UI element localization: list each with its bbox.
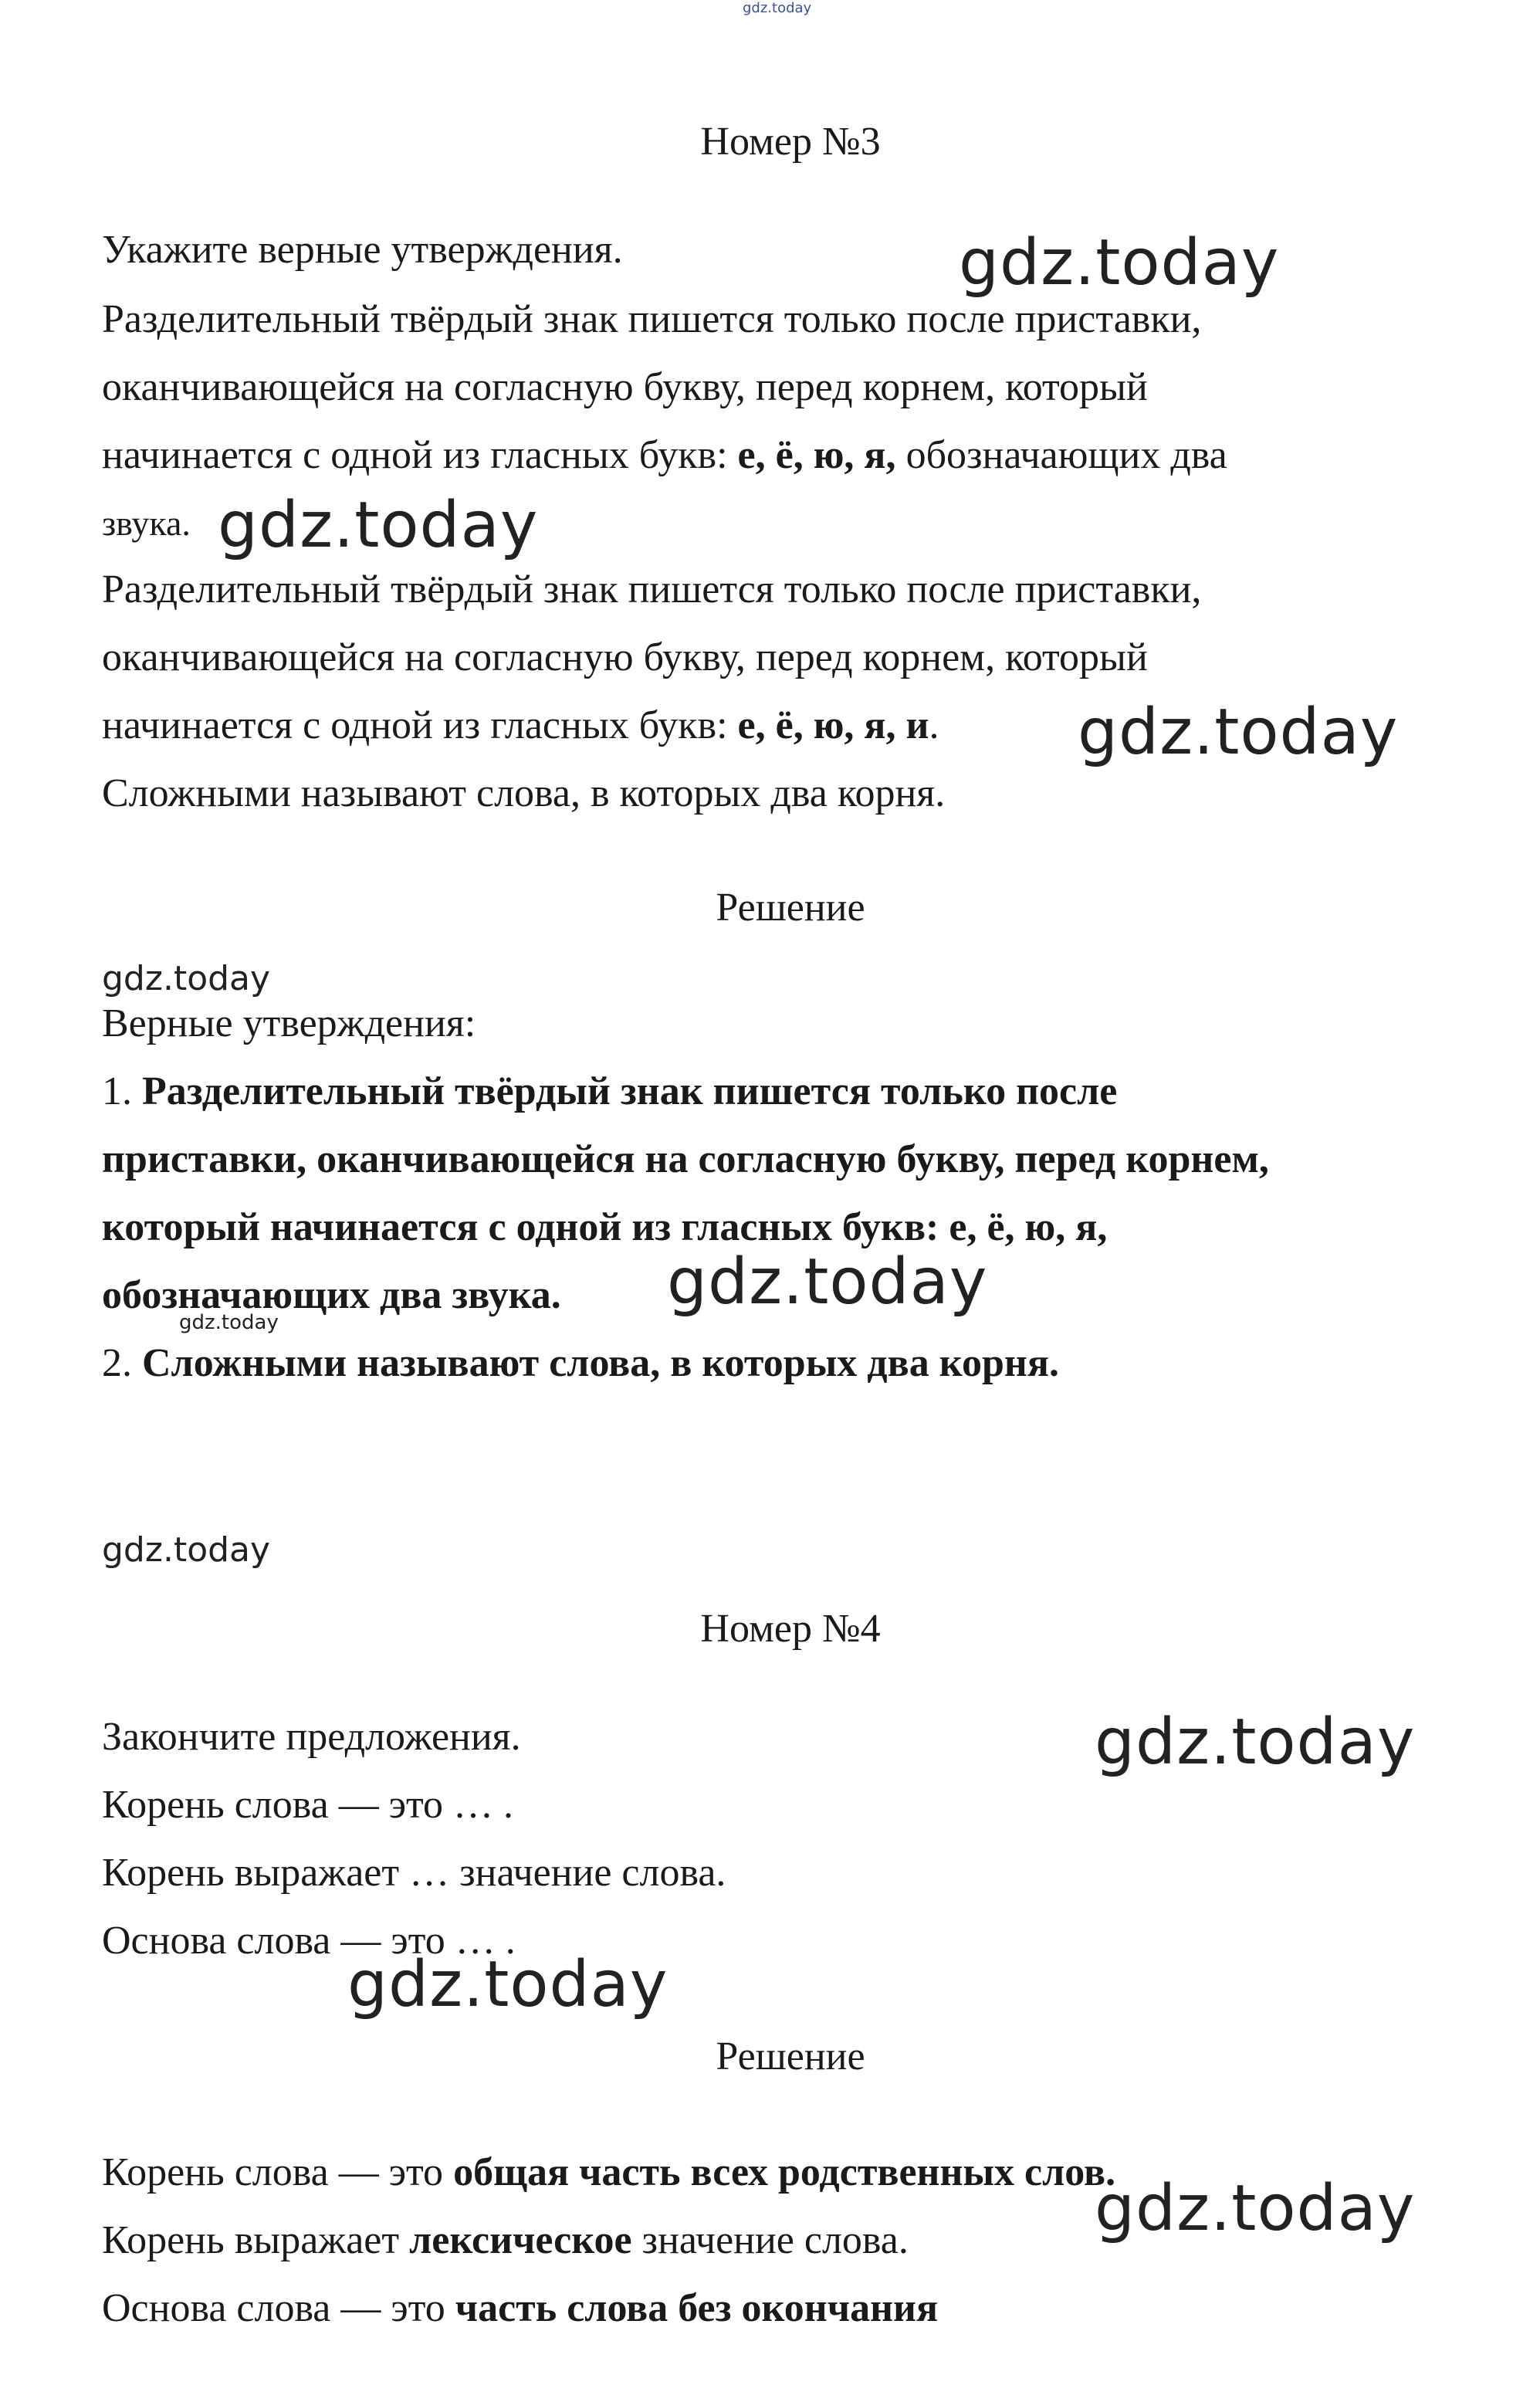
task4-answer2-tail: значение слова.: [631, 2218, 909, 2262]
task4-title: Номер №4: [700, 1607, 881, 1651]
task3-answer1-line4: [102, 1272, 561, 1319]
task4-question1: Корень слова — это … .: [102, 1783, 514, 1827]
task4-question2: Корень выражает … значение слова.: [102, 1851, 726, 1895]
watermark: gdz.today: [1078, 696, 1399, 769]
answer1-text: Разделительный твёрдый знак пишется только после: [142, 1069, 1118, 1113]
answer2-text: Сложными называют слова, в которых два корня.: [142, 1341, 1059, 1385]
option2-line3-text: начинается с одной из гласных букв:: [102, 703, 738, 747]
task4-answer2: [102, 2217, 909, 2264]
option1-line3-tail: обозначающих два: [895, 433, 1227, 477]
task4-answer2-text: Корень выражает: [102, 2218, 410, 2262]
task4-answer3: [102, 2285, 938, 2332]
watermark: gdz.today: [179, 1311, 279, 1334]
answer1-line3-text: который начинается с одной из гласных букв: е, ё, ю, я,: [102, 1205, 1108, 1249]
answer2-number: 2.: [102, 1341, 142, 1385]
task4-question3: Основа слова — это … .: [102, 1919, 516, 1963]
task3-option1-line4: звука.: [102, 503, 191, 543]
answer1-line2-text: приставки, оканчивающейся на согласную букву, перед корнем,: [102, 1137, 1269, 1181]
task4-prompt: Закончите предложения.: [102, 1715, 521, 1759]
option1-line3-text: начинается с одной из гласных букв:: [102, 433, 738, 477]
task4-solution-title: Решение: [716, 2034, 865, 2078]
task4-answer3-text: Основа слова — это: [102, 2286, 455, 2330]
task4-answer1: [102, 2150, 1115, 2196]
answer1-line4-text: обозначающих два звука.: [102, 1273, 561, 1317]
task3-option2-line3: [102, 703, 939, 749]
task3-answer1-line3: [102, 1204, 1107, 1251]
watermark: gdz.today: [667, 1245, 988, 1319]
task3-prompt: Укажите верные утверждения.: [102, 228, 623, 272]
answer1-number: 1.: [102, 1069, 142, 1113]
watermark: gdz.today: [1095, 1706, 1416, 1779]
watermark: gdz.today: [218, 489, 539, 562]
option1-vowels: е, ё, ю, я,: [737, 433, 896, 477]
option2-vowels: е, ё, ю, я, и: [737, 703, 929, 747]
task4-answer1-bold: общая часть всех родственных слов.: [453, 2150, 1116, 2194]
task4-answer1-text: Корень слова — это: [102, 2150, 454, 2194]
task3-option3: Сложными называют слова, в которых два корня.: [102, 771, 946, 815]
task3-option1-line3: [102, 432, 1227, 479]
task3-option1-line1: Разделительный твёрдый знак пишется только после приставки,: [102, 297, 1202, 341]
watermark: gdz.today: [347, 1948, 668, 2021]
task3-answer-intro: Верные утверждения:: [102, 1001, 476, 1045]
task3-answer1-line1: [102, 1069, 1117, 1115]
task3-option2-line1: Разделительный твёрдый знак пишется только после приставки,: [102, 567, 1202, 612]
task4-answer3-bold: часть слова без окончания: [455, 2286, 939, 2330]
task3-answer2: [102, 1340, 1059, 1387]
watermark: gdz.today: [102, 959, 271, 998]
task3-answer1-line2: [102, 1137, 1269, 1183]
task3-solution-title: Решение: [716, 886, 865, 930]
watermark: gdz.today: [1095, 2172, 1416, 2245]
task3-option1-line2: оканчивающейся на согласную букву, перед корнем, который: [102, 365, 1148, 409]
task3-title: Номер №3: [700, 120, 881, 164]
watermark-top: gdz.today: [743, 0, 812, 16]
watermark: gdz.today: [102, 1530, 271, 1570]
task4-answer2-bold: лексическое: [409, 2218, 632, 2262]
task3-option2-line2: оканчивающейся на согласную букву, перед корнем, который: [102, 635, 1148, 679]
watermark: gdz.today: [959, 226, 1280, 300]
option2-line3-tail: .: [929, 703, 939, 747]
